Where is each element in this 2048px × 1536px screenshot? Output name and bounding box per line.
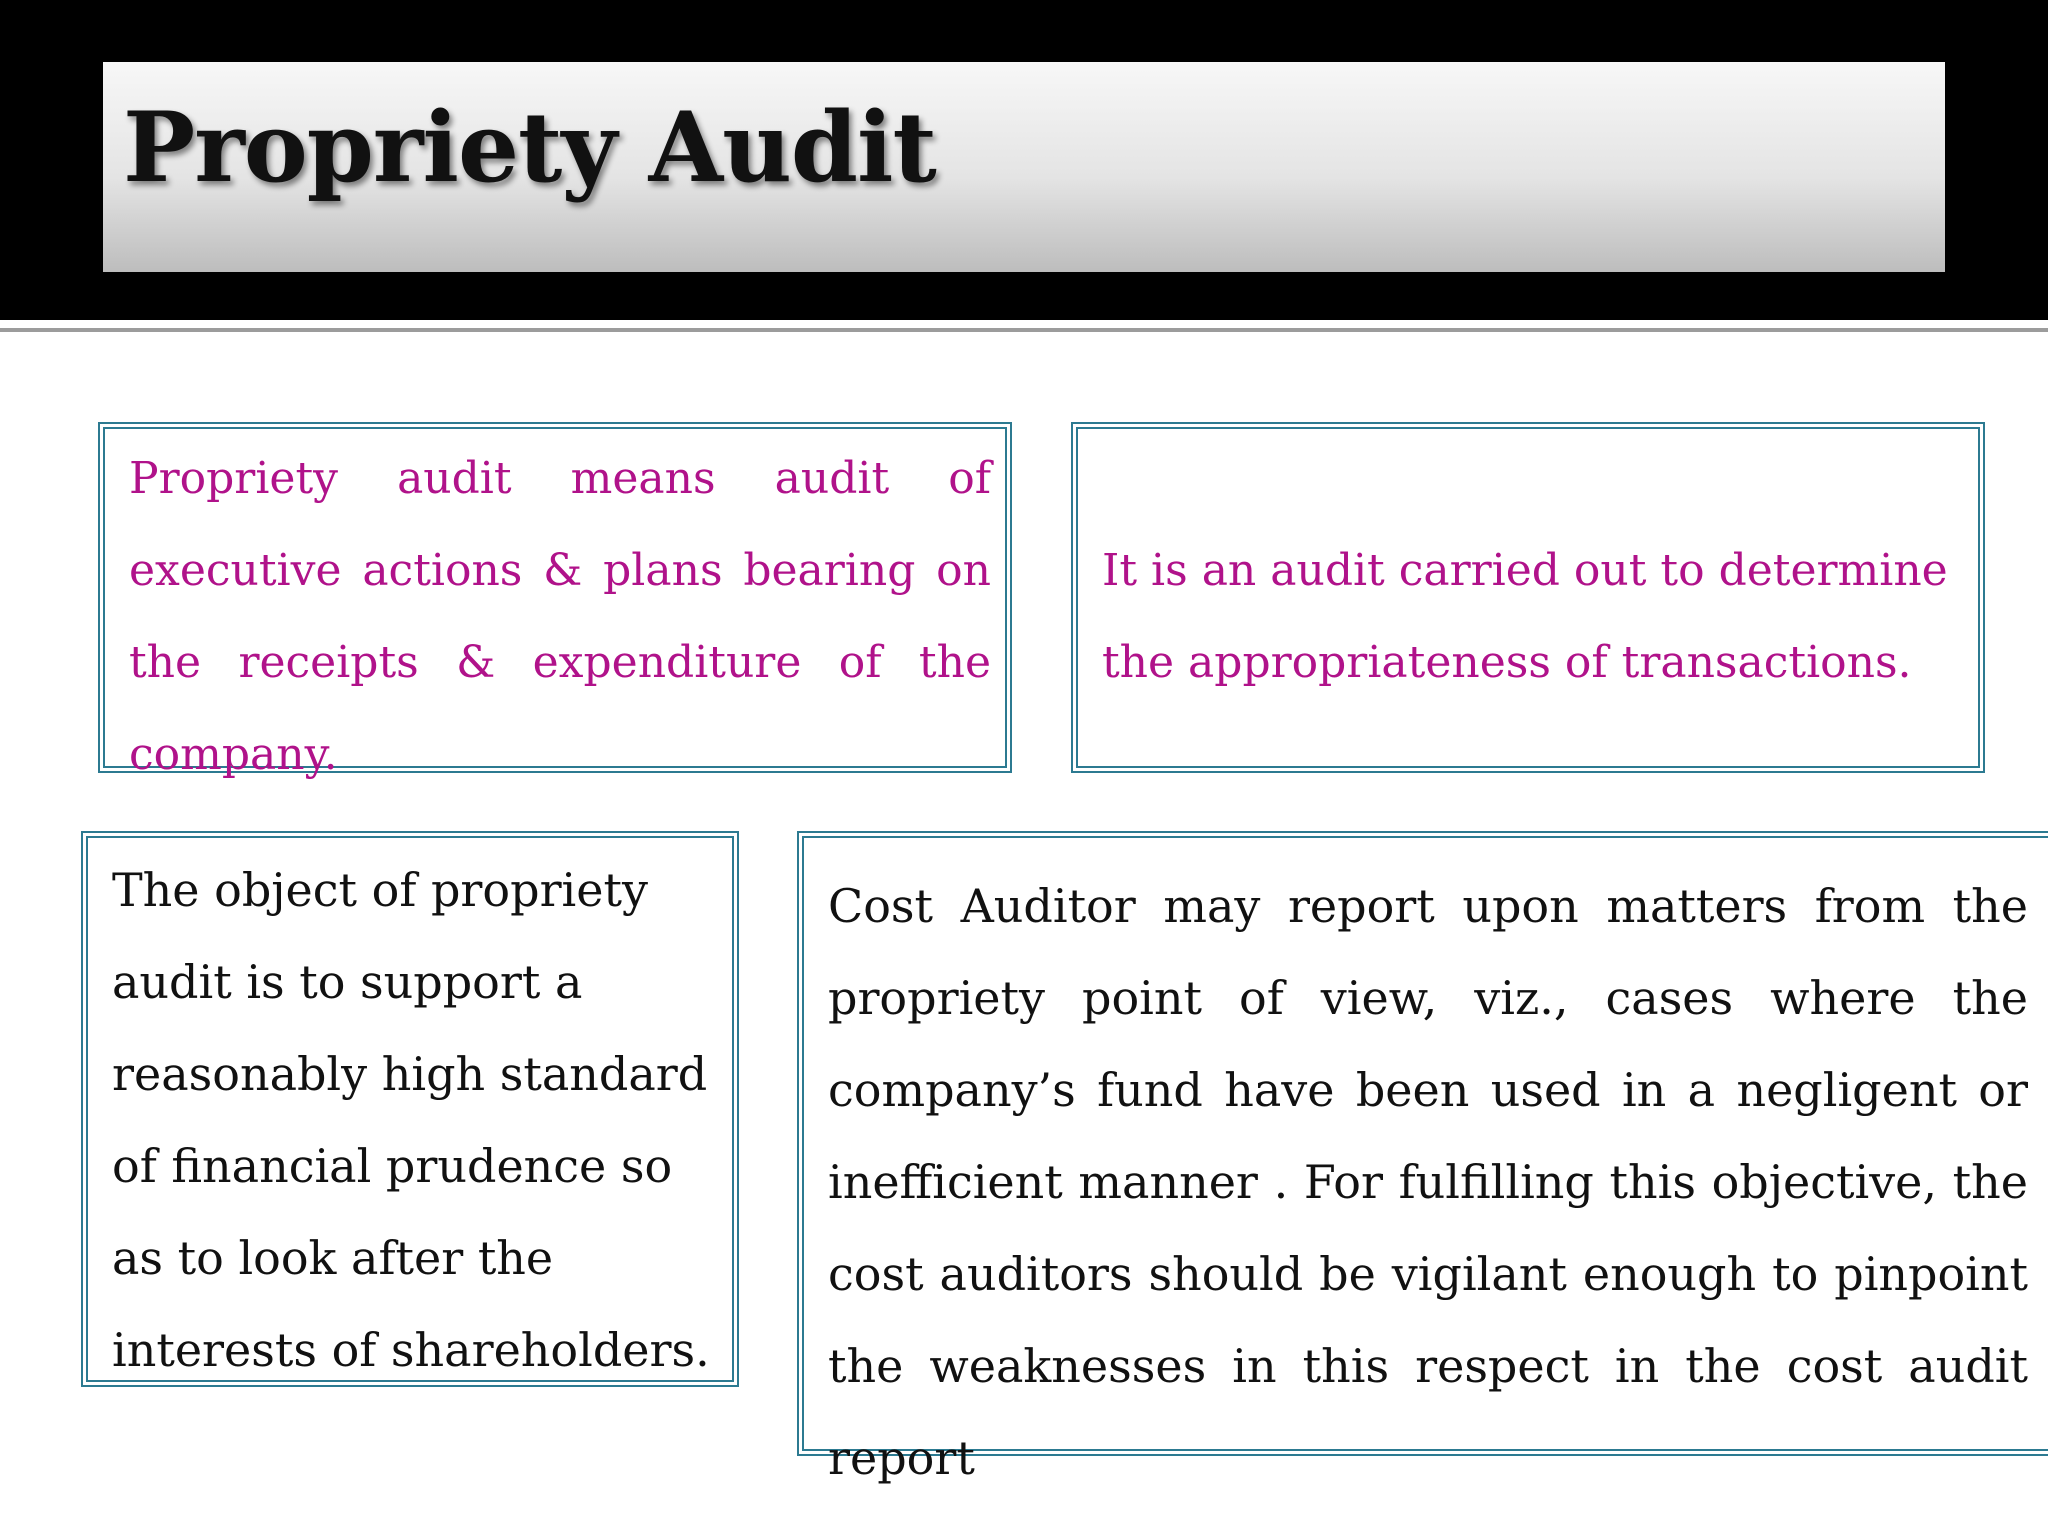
header-band bbox=[0, 0, 2048, 320]
title-bar bbox=[103, 62, 1945, 272]
cost-auditor-box bbox=[797, 831, 2048, 1485]
cost-auditor-text: Cost Auditor may report upon matters from the propriety point of view, viz., cases where the company’s fund have been used in a negligent or inefficient manner . For fulfilling this objective, the cost auditors should be vigilant enough to pinpoint the weaknesses in this respect in the cost audit report bbox=[828, 879, 2028, 1485]
object-box bbox=[81, 831, 739, 1387]
header-divider bbox=[0, 328, 2048, 332]
slide-title: Propriety Audit bbox=[123, 91, 936, 204]
object-text: The object of propriety audit is to support a reasonably high standard of financial prudence so as to look after the interests of shareholders. bbox=[112, 863, 710, 1377]
purpose-box bbox=[1071, 422, 1985, 773]
definition-text: Propriety audit means audit of executive actions & plans bearing on the receipts & expenditure of the company. bbox=[129, 453, 991, 780]
purpose-text: It is an audit carried out to determine the appropriateness of transactions. bbox=[1102, 545, 1948, 688]
definition-box bbox=[98, 422, 1012, 780]
